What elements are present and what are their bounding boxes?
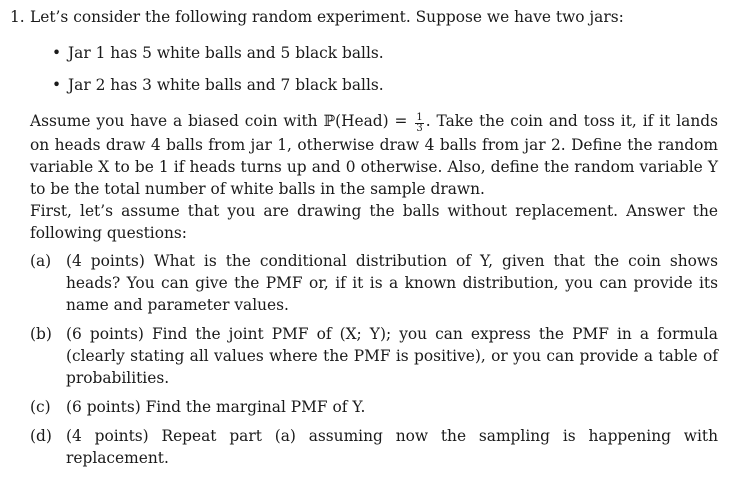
part-text: (4 points) What is the conditional distribution of Y, given that the coin shows heads? You can give the PMF or, if it is a known distribution, you can provide its name and parameter values. xyxy=(66,252,718,314)
part-label: (a) xyxy=(30,252,52,270)
list-item-part-b xyxy=(30,323,718,389)
part-label: (c) xyxy=(30,398,51,416)
question-parts xyxy=(30,250,718,469)
jar-list xyxy=(10,42,718,96)
list-item-jar-2 xyxy=(10,74,718,96)
jar-2-text: Jar 2 has 3 white balls and 7 black balls. xyxy=(68,76,384,94)
jar-1-text: Jar 1 has 5 white balls and 5 black balls. xyxy=(68,44,384,62)
one-third-fraction xyxy=(415,113,423,134)
part-text: (6 points) Find the joint PMF of (X; Y); you can express the PMF in a formula (clearly stating all values where the PMF is positive), or you can provide a table of probabilities. xyxy=(66,325,718,387)
part-label: (d) xyxy=(30,427,52,445)
bullet-icon: • xyxy=(52,44,62,62)
fraction-denominator: 3 xyxy=(416,123,423,134)
instructions-paragraph: First, let’s assume that you are drawing the balls without replacement. Answer the following questions: xyxy=(30,202,718,242)
problem-1 xyxy=(10,6,718,476)
problem-intro xyxy=(10,6,718,28)
setup-paragraph xyxy=(30,110,718,200)
bullet-icon: • xyxy=(52,76,62,94)
list-item-jar-1 xyxy=(10,42,718,64)
problem-number: 1. xyxy=(10,8,25,26)
setup-text-end: . Take the coin and toss it, if it lands on heads draw 4 balls from jar 1, otherwise draw 4 balls from jar 2. Define the random variable X to be 1 if heads turns up and 0 otherwise. Also, define the random variable Y to be the total number of white balls in the sample drawn. xyxy=(30,112,718,198)
list-item-part-d xyxy=(30,425,718,469)
intro-text: Let’s consider the following random experiment. Suppose we have two jars: xyxy=(30,8,624,26)
part-text: (6 points) Find the marginal PMF of Y. xyxy=(66,398,366,416)
list-item-part-c xyxy=(30,396,718,418)
fraction-numerator: 1 xyxy=(416,112,423,123)
setup-text-start: Assume you have a biased coin with ℙ(Head) = xyxy=(30,112,414,130)
part-label: (b) xyxy=(30,325,52,343)
part-text: (4 points) Repeat part (a) assuming now the sampling is happening with replacement. xyxy=(66,427,718,467)
list-item-part-a xyxy=(30,250,718,316)
